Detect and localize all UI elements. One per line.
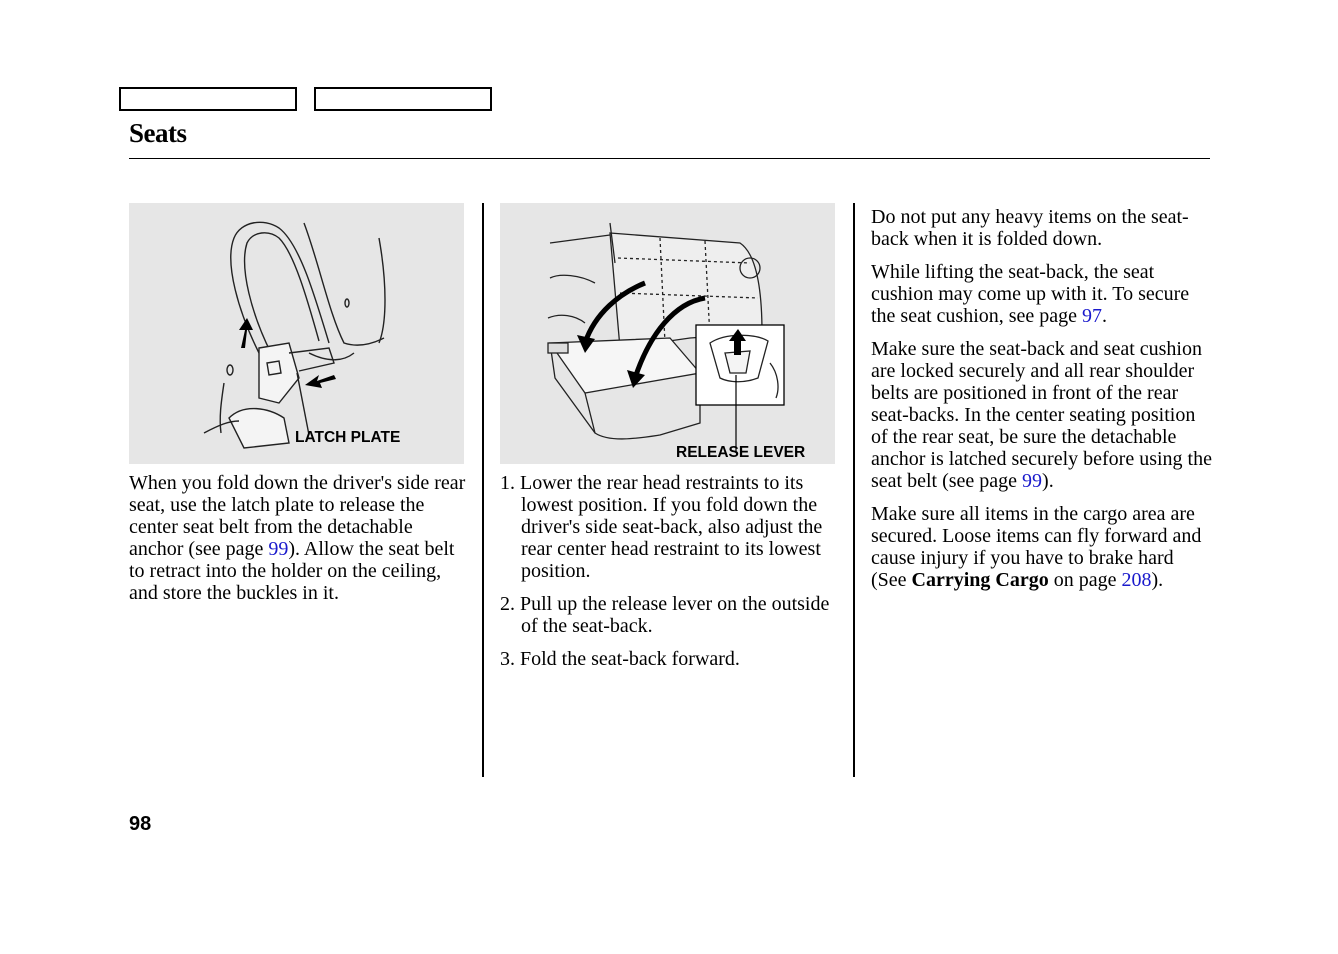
text-span: While lifting the seat-back, the seat cushion may come up with it. To secure the seat cushion, see page — [871, 261, 1190, 327]
cargo-paragraph — [871, 503, 1213, 591]
release-lever-caption: RELEASE LEVER — [676, 444, 806, 461]
page-link-208[interactable]: 208 — [1121, 569, 1152, 591]
page-number: 98 — [129, 813, 152, 835]
nav-button-2[interactable] — [314, 87, 492, 111]
heavy-items-paragraph: Do not put any heavy items on the seat-back when it is folded down. — [871, 206, 1189, 250]
text-span: on page — [1048, 569, 1122, 591]
latch-paragraph — [129, 472, 471, 604]
latch-plate-illustration — [129, 203, 464, 464]
column-divider — [853, 203, 855, 777]
column-1-text — [129, 472, 471, 615]
page-link-99[interactable]: 99 — [268, 538, 289, 560]
nav-button-1[interactable] — [119, 87, 297, 111]
latch-plate-caption: LATCH PLATE — [295, 429, 401, 446]
fold-steps-list — [500, 472, 830, 670]
text-span: . — [1102, 305, 1108, 327]
step-item: 1. Lower the rear head restraints to its lowest position. If you fold down the driver's side seat-back, also adjust the rear center head restraint to its lowest position. — [500, 472, 823, 582]
release-lever-illustration — [500, 203, 835, 464]
text-span: ). — [1042, 470, 1054, 492]
page-link-97[interactable]: 97 — [1082, 305, 1103, 327]
column-3-text — [871, 206, 1213, 602]
column-divider — [482, 203, 484, 777]
step-item: 2. Pull up the release lever on the outside of the seat-back. — [500, 593, 830, 637]
page-link-99[interactable]: 99 — [1022, 470, 1043, 492]
text-span: ). — [1151, 569, 1164, 591]
title-rule — [129, 158, 1210, 159]
text-span: Make sure the seat-back and seat cushion are locked securely and all rear shoulder belts are positioned in front of the rear seat-backs. In the center seating position of the rear seat, be sure the detachable anchor is latched securely before using the seat belt (see page — [871, 338, 1212, 492]
page-title: Seats — [129, 118, 187, 148]
carrying-cargo-ref: Carrying Cargo — [911, 569, 1049, 591]
seat-cushion-paragraph — [871, 261, 1213, 327]
text-span: When you fold down the driver's side rear seat, use the latch plate to release the center seat belt from the detachable anchor (see page — [129, 472, 466, 560]
locked-securely-paragraph — [871, 338, 1213, 492]
column-2-text — [500, 472, 830, 681]
step-item: 3. Fold the seat-back forward. — [500, 648, 740, 670]
text-span: ). Allow the seat belt to retract into the holder on the ceiling, and store the buckles in it. — [129, 538, 455, 604]
text-span: Make sure all items in the cargo area are secured. Loose items can fly forward and cause injury if you have to brake hard (See — [871, 503, 1202, 591]
